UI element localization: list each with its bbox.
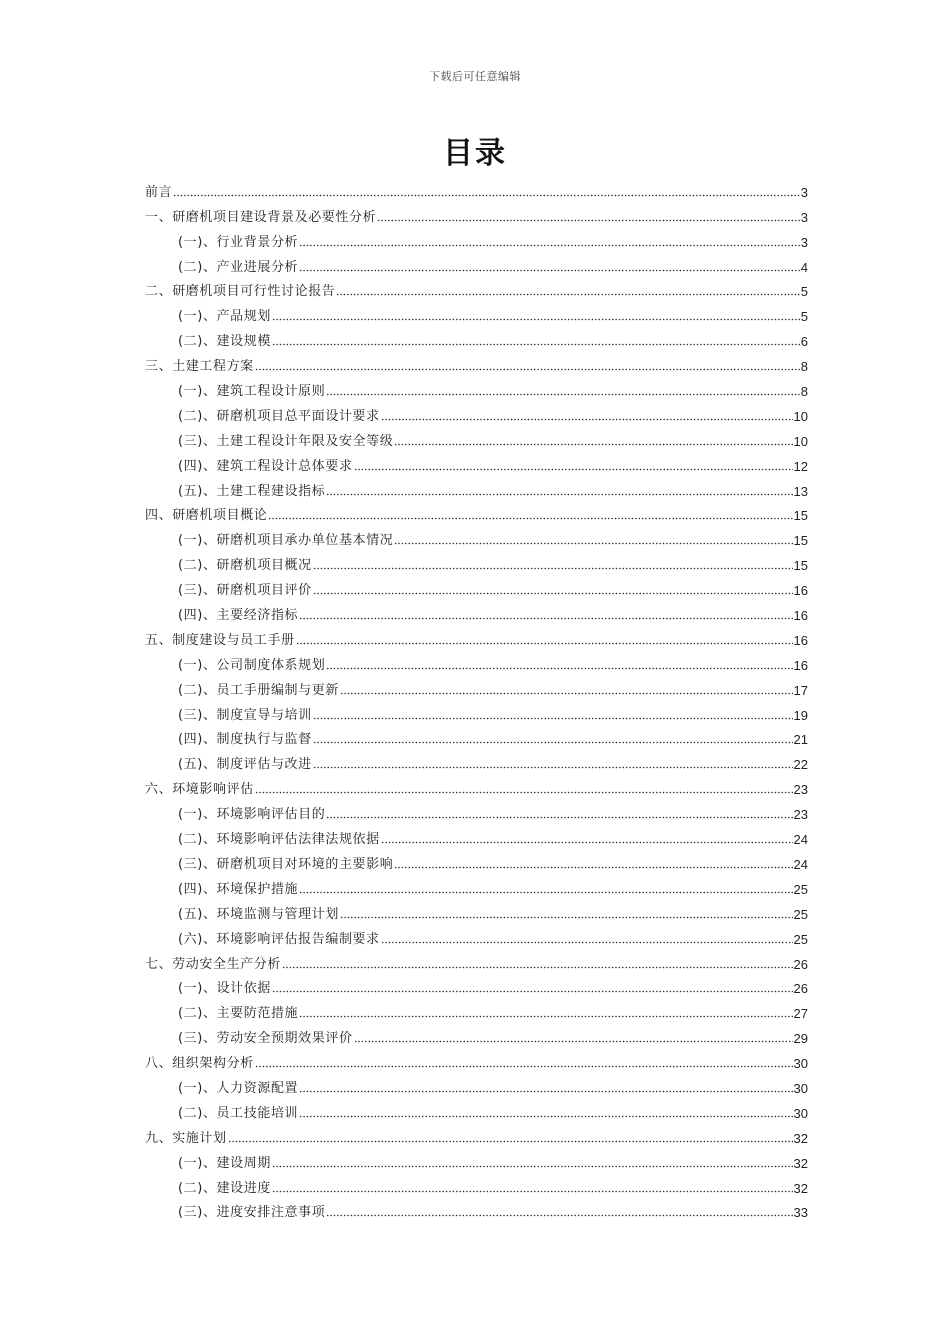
- toc-dot-leader: [336, 293, 799, 296]
- toc-dot-leader: [381, 841, 793, 844]
- toc-subsection-entry[interactable]: [145, 1197, 808, 1222]
- toc-subsection-entry[interactable]: [145, 873, 808, 898]
- toc-page-number: 8: [800, 384, 808, 400]
- toc-dot-leader: [268, 517, 792, 520]
- toc-dot-leader: [299, 244, 800, 247]
- toc-entry-label: (一)、产品规划: [178, 309, 271, 325]
- toc-dot-leader: [381, 941, 793, 944]
- toc-subsection-entry[interactable]: [145, 375, 808, 400]
- toc-page-number: 16: [793, 657, 808, 673]
- toc-page-number: 25: [793, 881, 808, 897]
- toc-entry-label: (二)、研磨机项目概况: [178, 558, 312, 574]
- toc-page-number: 8: [800, 359, 808, 375]
- toc-dot-leader: [326, 667, 792, 670]
- toc-entry-label: (一)、设计依据: [178, 981, 271, 997]
- toc-subsection-entry[interactable]: [145, 325, 808, 350]
- toc-subsection-entry[interactable]: [145, 1022, 808, 1047]
- toc-dot-leader: [340, 692, 793, 695]
- toc-subsection-entry[interactable]: [145, 724, 808, 749]
- toc-subsection-entry[interactable]: [145, 923, 808, 948]
- toc-section-entry[interactable]: [145, 624, 808, 649]
- toc-section-entry[interactable]: [145, 350, 808, 375]
- toc-dot-leader: [299, 891, 792, 894]
- toc-entry-label: (二)、建设规模: [178, 334, 271, 350]
- toc-subsection-entry[interactable]: [145, 699, 808, 724]
- toc-subsection-entry[interactable]: [145, 599, 808, 624]
- toc-entry-label: (四)、环境保护措施: [178, 881, 299, 897]
- toc-entry-label: (一)、建设周期: [178, 1155, 271, 1171]
- toc-entry-label: 六、环境影响评估: [145, 782, 254, 798]
- toc-subsection-entry[interactable]: [145, 1147, 808, 1172]
- toc-section-entry[interactable]: [145, 1122, 808, 1147]
- toc-dot-leader: [296, 642, 793, 645]
- toc-subsection-entry[interactable]: [145, 823, 808, 848]
- toc-section-entry[interactable]: [145, 176, 808, 201]
- toc-page-number: 3: [800, 184, 808, 200]
- toc-dot-leader: [326, 816, 792, 819]
- toc-entry-label: (一)、行业背景分析: [178, 234, 299, 250]
- toc-dot-leader: [381, 418, 793, 421]
- toc-entry-label: (二)、建设进度: [178, 1180, 271, 1196]
- toc-entry-label: 前言: [145, 184, 173, 200]
- toc-subsection-entry[interactable]: [145, 1097, 808, 1122]
- toc-subsection-entry[interactable]: [145, 674, 808, 699]
- toc-subsection-entry[interactable]: [145, 300, 808, 325]
- toc-dot-leader: [313, 592, 793, 595]
- toc-entry-label: (四)、主要经济指标: [178, 608, 299, 624]
- toc-entry-label: (四)、建筑工程设计总体要求: [178, 458, 353, 474]
- toc-subsection-entry[interactable]: [145, 450, 808, 475]
- toc-page-number: 16: [793, 632, 808, 648]
- toc-entry-label: 二、研磨机项目可行性讨论报告: [145, 284, 336, 300]
- toc-dot-leader: [394, 443, 792, 446]
- toc-subsection-entry[interactable]: [145, 1072, 808, 1097]
- toc-dot-leader: [377, 219, 800, 222]
- toc-page-number: 5: [800, 284, 808, 300]
- toc-dot-leader: [326, 493, 792, 496]
- toc-dot-leader: [394, 542, 792, 545]
- toc-dot-leader: [272, 1190, 793, 1193]
- toc-page-number: 19: [793, 707, 808, 723]
- toc-dot-leader: [326, 1214, 792, 1217]
- toc-subsection-entry[interactable]: [145, 574, 808, 599]
- toc-dot-leader: [299, 1015, 792, 1018]
- toc-entry-label: (五)、制度评估与改进: [178, 757, 312, 773]
- toc-dot-leader: [313, 717, 793, 720]
- toc-entry-label: (二)、员工手册编制与更新: [178, 682, 339, 698]
- toc-page-number: 6: [800, 334, 808, 350]
- toc-title: 目录: [443, 136, 507, 171]
- toc-page-number: 30: [793, 1056, 808, 1072]
- toc-dot-leader: [299, 1115, 792, 1118]
- toc-subsection-entry[interactable]: [145, 226, 808, 251]
- toc-dot-leader: [299, 1090, 792, 1093]
- toc-dot-leader: [272, 318, 800, 321]
- toc-page-number: 17: [793, 682, 808, 698]
- toc-entry-label: (三)、劳动安全预期效果评价: [178, 1031, 353, 1047]
- toc-page-number: 4: [800, 259, 808, 275]
- toc-entry-label: (四)、制度执行与监督: [178, 732, 312, 748]
- toc-entry-label: 八、组织架构分析: [145, 1056, 254, 1072]
- toc-dot-leader: [313, 741, 793, 744]
- toc-entry-label: (一)、环境影响评估目的: [178, 807, 326, 823]
- toc-dot-leader: [272, 1165, 793, 1168]
- toc-page-number: 25: [793, 906, 808, 922]
- toc-page-number: 29: [793, 1031, 808, 1047]
- toc-entry-label: (二)、环境影响评估法律法规依据: [178, 832, 380, 848]
- toc-entry-label: (二)、主要防范措施: [178, 1006, 299, 1022]
- toc-entry-label: (三)、进度安排注意事项: [178, 1205, 326, 1221]
- toc-dot-leader: [326, 393, 799, 396]
- toc-section-entry[interactable]: [145, 1047, 808, 1072]
- toc-entry-label: (三)、制度宣导与培训: [178, 707, 312, 723]
- toc-dot-leader: [313, 766, 793, 769]
- toc-page-number: 12: [793, 458, 808, 474]
- toc-dot-leader: [255, 368, 800, 371]
- toc-page-number: 24: [793, 832, 808, 848]
- toc-page-number: 23: [793, 807, 808, 823]
- toc-entry-label: (一)、研磨机项目承办单位基本情况: [178, 533, 394, 549]
- toc-page-number: 26: [793, 956, 808, 972]
- toc-dot-leader: [173, 194, 800, 197]
- toc-page-number: 22: [793, 757, 808, 773]
- toc-entry-label: (三)、研磨机项目评价: [178, 583, 312, 599]
- toc-subsection-entry[interactable]: [145, 649, 808, 674]
- toc-dot-leader: [255, 1065, 793, 1068]
- toc-page-number: 16: [793, 583, 808, 599]
- toc-page-number: 23: [793, 782, 808, 798]
- toc-subsection-entry[interactable]: [145, 400, 808, 425]
- toc-entry-label: (六)、环境影响评估报告编制要求: [178, 931, 380, 947]
- toc-page-number: 15: [793, 533, 808, 549]
- toc-page-number: 3: [800, 209, 808, 225]
- toc-entry-label: 七、劳动安全生产分析: [145, 956, 282, 972]
- toc-dot-leader: [394, 866, 792, 869]
- toc-section-entry[interactable]: [145, 773, 808, 798]
- toc-page-number: 24: [793, 856, 808, 872]
- toc-page-number: 32: [793, 1130, 808, 1146]
- toc-subsection-entry[interactable]: [145, 798, 808, 823]
- toc-page-number: 30: [793, 1080, 808, 1096]
- toc-entry-label: (二)、产业进展分析: [178, 259, 299, 275]
- toc-entry-label: 九、实施计划: [145, 1130, 227, 1146]
- toc-entry-label: (二)、员工技能培训: [178, 1105, 299, 1121]
- toc-dot-leader: [354, 1040, 793, 1043]
- toc-page-number: 15: [793, 558, 808, 574]
- toc-page-number: 10: [793, 433, 808, 449]
- toc-subsection-entry[interactable]: [145, 848, 808, 873]
- toc-section-entry[interactable]: [145, 500, 808, 525]
- toc-entry-label: (三)、研磨机项目对环境的主要影响: [178, 856, 394, 872]
- toc-subsection-entry[interactable]: [145, 251, 808, 276]
- toc-entry-label: (一)、建筑工程设计原则: [178, 384, 326, 400]
- toc-page-number: 33: [793, 1205, 808, 1221]
- toc-entry-label: (一)、公司制度体系规划: [178, 657, 326, 673]
- table-of-contents: [145, 176, 808, 1221]
- toc-entry-label: (一)、人力资源配置: [178, 1080, 299, 1096]
- toc-entry-label: 一、研磨机项目建设背景及必要性分析: [145, 209, 377, 225]
- toc-dot-leader: [299, 269, 800, 272]
- toc-page-number: 15: [793, 508, 808, 524]
- toc-page-number: 13: [793, 483, 808, 499]
- toc-page-number: 26: [793, 981, 808, 997]
- toc-dot-leader: [255, 791, 793, 794]
- toc-entry-label: 四、研磨机项目概论: [145, 508, 268, 524]
- toc-page-number: 32: [793, 1180, 808, 1196]
- toc-subsection-entry[interactable]: [145, 425, 808, 450]
- toc-subsection-entry[interactable]: [145, 973, 808, 998]
- toc-dot-leader: [313, 567, 793, 570]
- toc-section-entry[interactable]: [145, 948, 808, 973]
- toc-dot-leader: [228, 1140, 793, 1143]
- toc-entry-label: (五)、环境监测与管理计划: [178, 906, 339, 922]
- toc-subsection-entry[interactable]: [145, 549, 808, 574]
- toc-subsection-entry[interactable]: [145, 997, 808, 1022]
- toc-dot-leader: [272, 343, 800, 346]
- toc-section-entry[interactable]: [145, 201, 808, 226]
- toc-subsection-entry[interactable]: [145, 748, 808, 773]
- toc-page-number: 32: [793, 1155, 808, 1171]
- toc-page-number: 25: [793, 931, 808, 947]
- toc-subsection-entry[interactable]: [145, 524, 808, 549]
- toc-page-number: 16: [793, 608, 808, 624]
- toc-dot-leader: [282, 966, 793, 969]
- toc-page-number: 3: [800, 234, 808, 250]
- toc-dot-leader: [354, 468, 793, 471]
- toc-entry-label: 五、制度建设与员工手册: [145, 632, 295, 648]
- toc-entry-label: (三)、土建工程设计年限及安全等级: [178, 433, 394, 449]
- toc-page-number: 30: [793, 1105, 808, 1121]
- toc-subsection-entry[interactable]: [145, 898, 808, 923]
- toc-subsection-entry[interactable]: [145, 1172, 808, 1197]
- toc-dot-leader: [340, 916, 793, 919]
- toc-dot-leader: [299, 617, 792, 620]
- toc-page-number: 5: [800, 309, 808, 325]
- page-header: 下载后可任意编辑: [429, 70, 521, 83]
- toc-entry-label: (二)、研磨机项目总平面设计要求: [178, 408, 380, 424]
- toc-page-number: 21: [793, 732, 808, 748]
- toc-page-number: 10: [793, 408, 808, 424]
- toc-entry-label: 三、土建工程方案: [145, 359, 254, 375]
- toc-section-entry[interactable]: [145, 276, 808, 301]
- toc-page-number: 27: [793, 1006, 808, 1022]
- toc-subsection-entry[interactable]: [145, 475, 808, 500]
- toc-dot-leader: [272, 990, 793, 993]
- toc-entry-label: (五)、土建工程建设指标: [178, 483, 326, 499]
